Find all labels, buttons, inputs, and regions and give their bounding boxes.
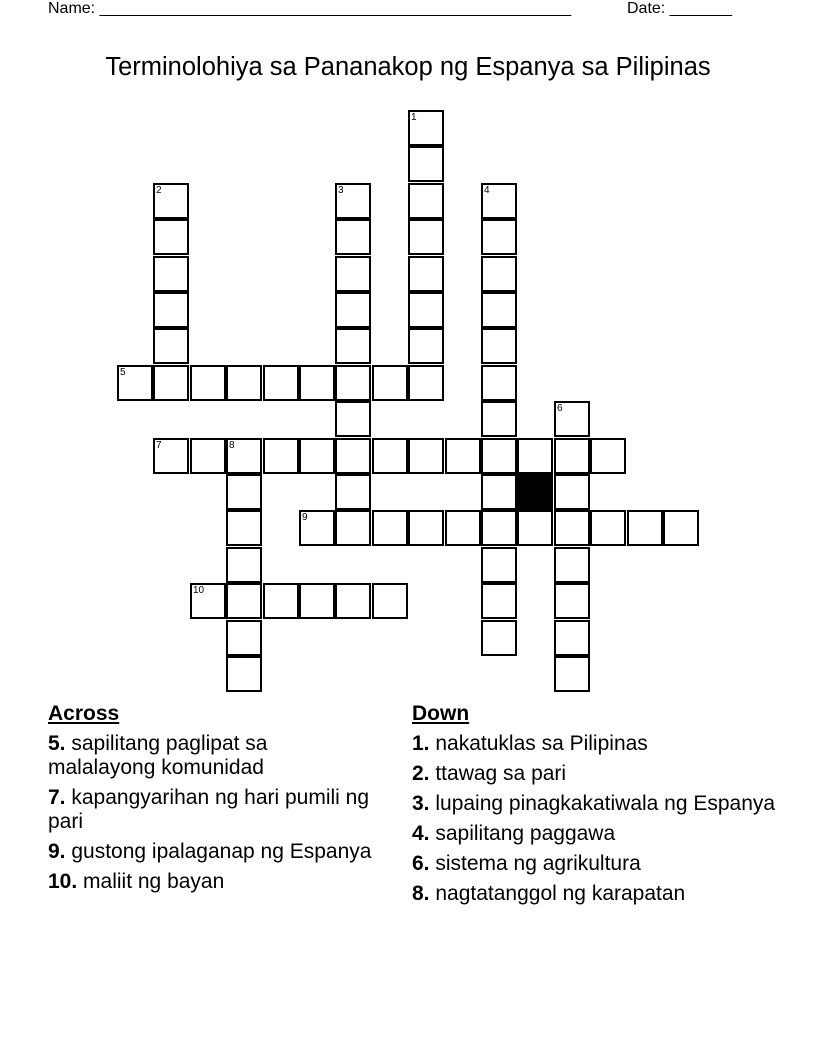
clue-num: 5. <box>48 732 66 755</box>
clue-text: kapangyarihan ng hari pumili ng pari <box>48 786 370 833</box>
crossword-cell[interactable] <box>226 583 262 619</box>
clue-number: 7 <box>156 440 162 451</box>
across-clue <box>48 732 378 780</box>
crossword-cell[interactable] <box>372 510 408 546</box>
crossword-cell[interactable] <box>153 183 189 219</box>
crossword-cell[interactable] <box>554 474 590 510</box>
crossword-cell[interactable] <box>445 438 481 474</box>
clue-number: 1 <box>411 112 417 123</box>
crossword-cell[interactable] <box>517 438 553 474</box>
crossword-cell[interactable] <box>481 219 517 255</box>
name-field-label: Name: _____________________________________________________ <box>48 0 572 17</box>
crossword-cell[interactable] <box>481 547 517 583</box>
crossword-cell[interactable] <box>226 438 262 474</box>
crossword-cell[interactable] <box>226 547 262 583</box>
crossword-cell[interactable] <box>554 547 590 583</box>
crossword-cell[interactable] <box>408 110 444 146</box>
clue-text: ttawag sa pari <box>429 762 567 785</box>
crossword-cell[interactable] <box>627 510 663 546</box>
crossword-cell[interactable] <box>153 365 189 401</box>
crossword-cell[interactable] <box>226 620 262 656</box>
crossword-cell[interactable] <box>299 365 335 401</box>
crossword-cell[interactable] <box>299 583 335 619</box>
crossword-cell[interactable] <box>335 365 371 401</box>
across-clue <box>48 870 378 894</box>
crossword-cell[interactable] <box>335 401 371 437</box>
across-clue-list <box>48 732 378 894</box>
crossword-cell[interactable] <box>372 365 408 401</box>
crossword-cell[interactable] <box>117 365 153 401</box>
clue-number: 4 <box>484 185 490 196</box>
crossword-cell[interactable] <box>445 510 481 546</box>
clue-text: sistema ng agrikultura <box>429 852 641 875</box>
clue-number: 5 <box>120 367 126 378</box>
clue-number: 3 <box>338 185 344 196</box>
crossword-cell[interactable] <box>481 256 517 292</box>
clue-num: 3. <box>412 792 430 815</box>
crossword-cell[interactable] <box>408 365 444 401</box>
crossword-cell[interactable] <box>481 183 517 219</box>
crossword-cell[interactable] <box>190 365 226 401</box>
across-clues <box>48 702 378 900</box>
down-clue <box>412 822 792 846</box>
crossword-cell[interactable] <box>335 438 371 474</box>
crossword-cell[interactable] <box>408 328 444 364</box>
crossword-cell[interactable] <box>408 438 444 474</box>
crossword-cell[interactable] <box>408 510 444 546</box>
crossword-cell[interactable] <box>335 256 371 292</box>
clue-number: 6 <box>557 403 563 414</box>
down-clue <box>412 852 792 876</box>
crossword-cell[interactable] <box>263 365 299 401</box>
crossword-cell[interactable] <box>554 656 590 692</box>
crossword-cell[interactable] <box>481 401 517 437</box>
crossword-cell[interactable] <box>153 292 189 328</box>
crossword-cell[interactable] <box>554 620 590 656</box>
down-clue <box>412 732 792 756</box>
down-clue <box>412 792 792 816</box>
crossword-cell[interactable] <box>335 292 371 328</box>
crossword-cell[interactable] <box>590 510 626 546</box>
date-field-label: Date: _______ <box>627 0 732 17</box>
crossword-cell[interactable] <box>153 328 189 364</box>
down-clue <box>412 762 792 786</box>
crossword-cell[interactable] <box>481 510 517 546</box>
clue-num: 4. <box>412 822 430 845</box>
crossword-cell[interactable] <box>590 438 626 474</box>
clue-text: sapilitang paglipat sa malalayong komunidad <box>48 732 268 779</box>
crossword-cell[interactable] <box>335 183 371 219</box>
crossword-cell[interactable] <box>226 365 262 401</box>
clue-num: 10. <box>48 870 78 893</box>
crossword-cell[interactable] <box>408 219 444 255</box>
clue-num: 1. <box>412 732 430 755</box>
crossword-cell[interactable] <box>263 583 299 619</box>
clue-number: 8 <box>229 440 235 451</box>
crossword-cell[interactable] <box>481 328 517 364</box>
clue-num: 7. <box>48 786 66 809</box>
clue-num: 2. <box>412 762 430 785</box>
crossword-cell[interactable] <box>408 292 444 328</box>
clue-num: 6. <box>412 852 430 875</box>
crossword-cell[interactable] <box>335 328 371 364</box>
clue-text: sapilitang paggawa <box>429 822 616 845</box>
crossword-cell[interactable] <box>226 474 262 510</box>
crossword-cell[interactable] <box>263 438 299 474</box>
clue-num: 8. <box>412 882 430 905</box>
crossword-cell[interactable] <box>335 219 371 255</box>
across-heading: Across <box>48 702 120 725</box>
crossword-cell[interactable] <box>481 365 517 401</box>
crossword-cell[interactable] <box>408 256 444 292</box>
crossword-cell[interactable] <box>153 256 189 292</box>
clue-number: 9 <box>302 512 308 523</box>
crossword-cell[interactable] <box>554 510 590 546</box>
crossword-cell[interactable] <box>153 219 189 255</box>
crossword-cell[interactable] <box>408 146 444 182</box>
crossword-cell[interactable] <box>481 583 517 619</box>
crossword-block-cell <box>517 474 553 510</box>
clue-text: nakatuklas sa Pilipinas <box>429 732 648 755</box>
clue-number: 10 <box>193 585 205 596</box>
down-heading: Down <box>412 702 470 725</box>
crossword-cell[interactable] <box>190 438 226 474</box>
crossword-cell[interactable] <box>335 474 371 510</box>
crossword-cell[interactable] <box>226 510 262 546</box>
down-clues <box>412 702 792 912</box>
clue-text: nagtatanggol ng karapatan <box>429 882 686 905</box>
crossword-cell[interactable] <box>554 583 590 619</box>
crossword-cell[interactable] <box>335 583 371 619</box>
crossword-cell[interactable] <box>663 510 699 546</box>
crossword-cell[interactable] <box>190 583 226 619</box>
clue-num: 9. <box>48 840 66 863</box>
crossword-cell[interactable] <box>481 620 517 656</box>
crossword-cell[interactable] <box>554 401 590 437</box>
crossword-cell[interactable] <box>517 510 553 546</box>
crossword-cell[interactable] <box>481 474 517 510</box>
crossword-cell[interactable] <box>554 438 590 474</box>
across-clue <box>48 786 378 834</box>
down-clue <box>412 882 792 906</box>
crossword-cell[interactable] <box>153 438 189 474</box>
crossword-cell[interactable] <box>226 656 262 692</box>
crossword-cell[interactable] <box>481 292 517 328</box>
crossword-cell[interactable] <box>372 438 408 474</box>
crossword-cell[interactable] <box>299 510 335 546</box>
clue-number: 2 <box>156 185 162 196</box>
across-clue <box>48 840 378 864</box>
clue-text: lupaing pinagkakatiwala ng Espanya <box>429 792 776 815</box>
crossword-cell[interactable] <box>335 510 371 546</box>
crossword-cell[interactable] <box>372 583 408 619</box>
crossword-cell[interactable] <box>299 438 335 474</box>
page-title: Terminolohiya sa Pananakop ng Espanya sa Pilipinas <box>105 53 711 81</box>
down-clue-list <box>412 732 792 906</box>
clue-text: maliit ng bayan <box>77 870 225 893</box>
clue-text: gustong ipalaganap ng Espanya <box>65 840 372 863</box>
crossword-cell[interactable] <box>408 183 444 219</box>
crossword-cell[interactable] <box>481 438 517 474</box>
